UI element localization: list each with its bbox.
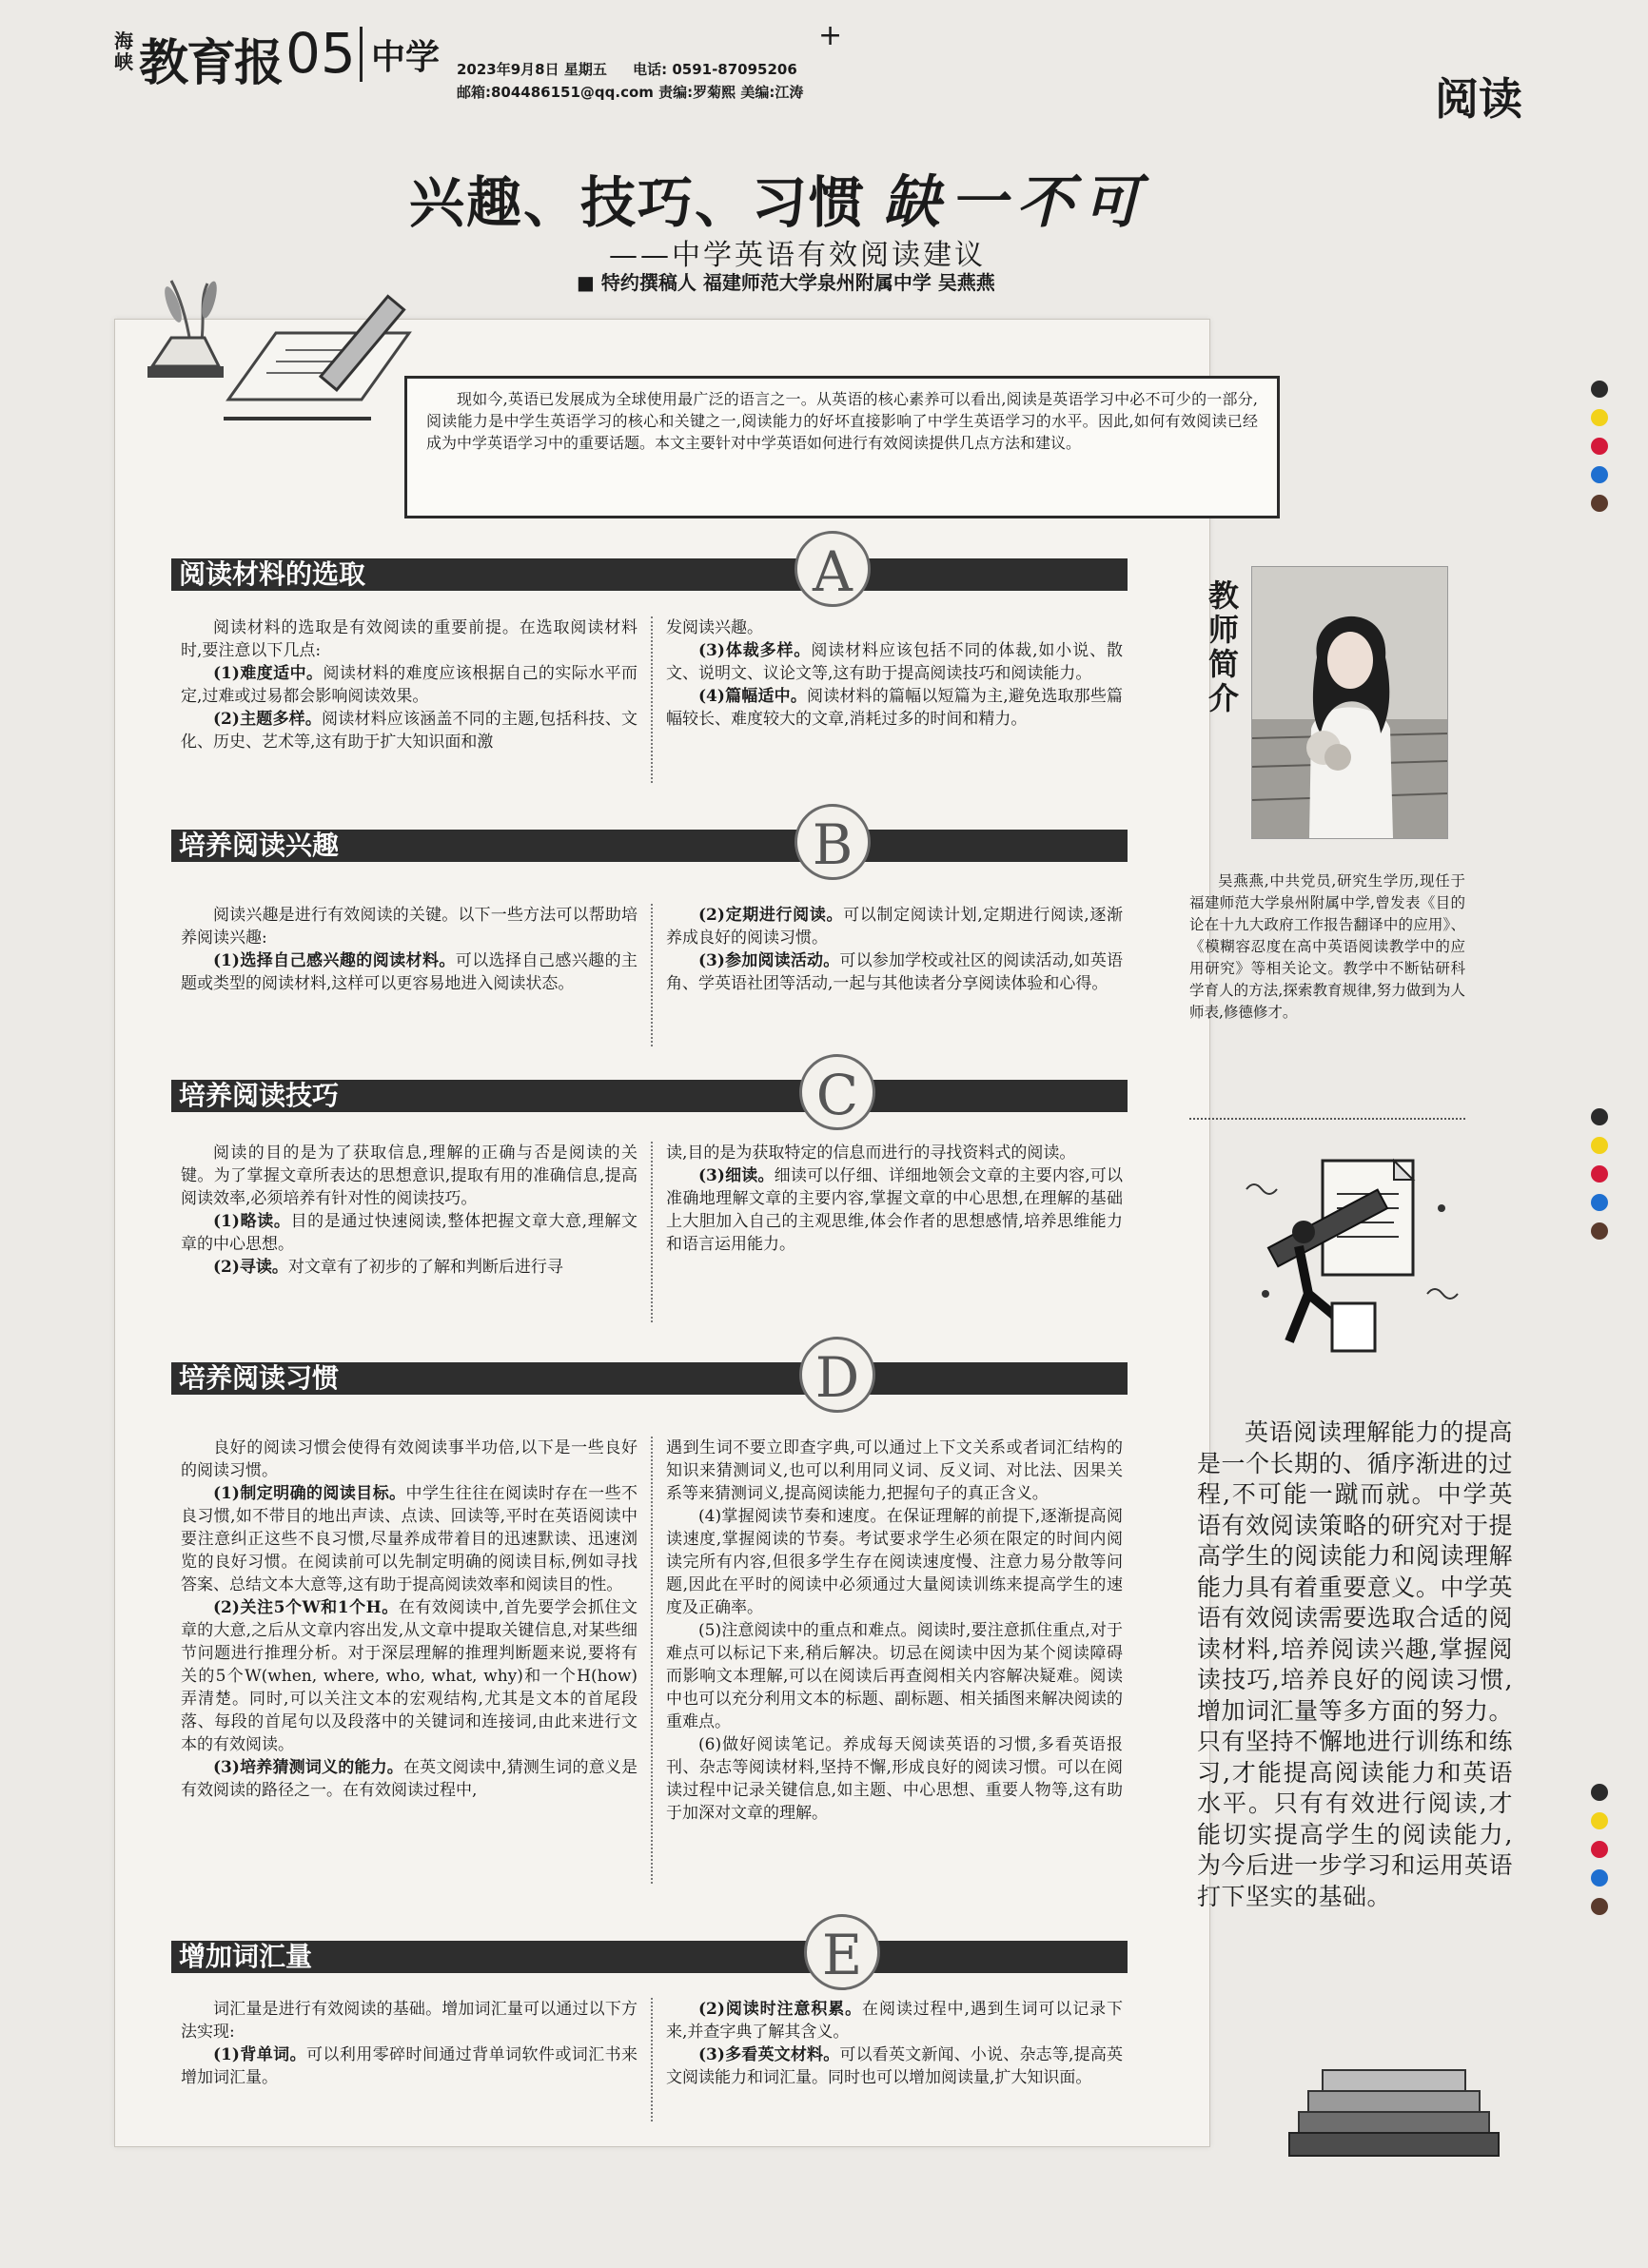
paragraph-text: 在英文阅读中,猜测生词的意义是有效阅读的路径之一。在有效阅读过程中, [181,1758,638,1800]
edition-label: 中学 [371,38,441,77]
paragraph [181,904,638,949]
crosshair-mark-icon: + [818,19,843,52]
paragraph-lead: (2)关注5个W和1个H。 [213,1598,399,1617]
paragraph-lead: (2)寻读。 [213,1258,288,1277]
paragraph-text: 发阅读兴趣。 [666,618,763,637]
paragraph-lead: (1)制定明确的阅读目标。 [213,1484,406,1503]
section-right-column [666,1998,1123,2089]
section-right-column [666,616,1123,731]
paragraph-text: 可以选择自己感兴趣的主题或类型的阅读材料,这样可以更容易地进入阅读状态。 [181,951,638,993]
registration-dot [1591,1784,1608,1801]
paragraph-lead: (3)多看英文材料。 [698,2045,840,2064]
column-divider [651,1998,653,2121]
sidebar-divider-top [1189,1118,1465,1120]
registration-dot [1591,1222,1608,1240]
paragraph-lead: (1)背单词。 [213,2045,307,2064]
paragraph [666,616,1123,639]
section-heading-b: 培养阅读兴趣 [171,830,1128,862]
paragraph-lead: (3)细读。 [698,1166,775,1185]
conclusion-text: 英语阅读理解能力的提高是一个长期的、循序渐进的过程,不可能一蹴而就。中学英语有效阅读策略的研究对于提高学生的阅读能力和阅读理解能力具有着重要意义。中学英语有效阅读需要选取合适的阅读材料,培养阅读兴趣,掌握阅读技巧,培养良好的阅读习惯,增加词汇量等多方面的努力。只有坚持不懈地进行训练和练习,才能提高阅读能力和英语水平。只有有效进行阅读,才能切实提高学生的阅读能力,为今后进一步学习和运用英语打下坚实的基础。 [1197,1418,1513,1910]
paragraph-text: 阅读材料的选取是有效阅读的重要前提。在选取阅读材料时,要注意以下几点: [181,618,638,660]
registration-dot [1591,409,1608,426]
paragraph-lead: (2)定期进行阅读。 [698,906,844,925]
paragraph-lead: (1)选择自己感兴趣的阅读材料。 [213,951,456,970]
paragraph [181,662,638,708]
column-divider [651,1437,653,1884]
paragraph-text: 可以看英文新闻、小说、杂志等,提高英文阅读能力和词汇量。同时也可以增加阅读量,扩大知识面。 [666,2045,1124,2087]
paragraph-lead: (1)略读。 [213,1212,291,1231]
paragraph [181,616,638,662]
section-letter-badge: A [795,531,871,607]
registration-dot [1591,1137,1608,1154]
section-letter-badge: E [804,1914,880,1990]
paragraph [666,1142,1123,1164]
paragraph-text: 遇到生词不要立即查字典,可以通过上下文关系或者词汇结构的知识来猜测词义,也可以利用同义词、反义词、对比法、因果关系等来猜测词义,提高阅读能力,把握句子的真正含义。 [666,1438,1123,1503]
paragraph [181,1437,638,1482]
paragraph [181,1256,638,1279]
paragraph-text: 细读可以仔细、详细地领会文章的主要内容,可以准确地理解文章的主要内容,掌握文章的中心思想,在理解的基础上大胆加入自己的主观思维,体会作者的思想感情,培养思维能力和语言运用能力。 [666,1166,1123,1254]
column-divider [651,904,653,1046]
paragraph [181,1210,638,1256]
title-part-2: 缺一不可 [883,169,1150,236]
section-right-column [666,904,1123,995]
section-right-column [666,1437,1123,1825]
column-divider [651,1142,653,1322]
title-part-1: 兴趣、技巧、习惯 [409,170,867,235]
paragraph-text: 在有效阅读中,首先要学会抓住文章的大意,之后从文章内容出发,从文章中提取关键信息,对某些细节问题进行推理分析。对于深层理解的推理判断题来说,要将有关的5个W(when, where, who, what, why)和一个H(how)弄清楚。同时,可以关注文本的宏观结构,尤其是文本的首尾段落、每段的首尾句以及段落中的关键词和连接词,由此来进行文本的有效阅读。 [181,1598,638,1754]
paragraph [666,1733,1123,1825]
section-letter-badge: D [799,1337,875,1413]
section-left-column [181,616,638,753]
paragraph-lead: (2)阅读时注意积累。 [698,2000,863,2019]
registration-dot [1591,1841,1608,1858]
teacher-intro-label: 教师简介 [1208,577,1240,716]
paragraph-lead: (1)难度适中。 [213,664,324,683]
paragraph [181,1142,638,1210]
paragraph-text: 对文章有了初步的了解和判断后进行寻 [287,1258,563,1277]
paragraph-text: (6)做好阅读笔记。养成每天阅读英语的习惯,多看英语报刊、杂志等阅读材料,坚持不懈,形成良好的阅读习惯。可以在阅读过程中记录关键信息,如主题、中心思想、重要人物等,这有助于加深对文章的理解。 [666,1735,1123,1823]
paragraph-lead: (3)培养猜测词义的能力。 [213,1758,403,1777]
paragraph-text: 在阅读过程中,遇到生词可以记录下来,并查字典了解其含义。 [666,2000,1123,2042]
paper-name: 教育报 [139,35,283,92]
teacher-photo [1251,566,1448,839]
section-left-column [181,904,638,995]
paragraph [181,1596,638,1756]
paragraph [666,1505,1123,1619]
paragraph-text: 阅读材料的篇幅以短篇为主,避免选取那些篇幅较长、难度较大的文章,消耗过多的时间和精力。 [666,687,1124,729]
section-right-column [666,1142,1123,1256]
paragraph [666,1437,1123,1505]
section-left-column [181,1437,638,1802]
paragraph-lead: (2)主题多样。 [213,710,323,729]
paragraph-text: 可以参加学校或社区的阅读活动,如英语角、学英语社团等活动,一起与其他读者分享阅读体验和心得。 [666,951,1124,993]
registration-dot [1591,495,1608,512]
paragraph [666,639,1123,685]
paragraph [181,1756,638,1802]
intro-box: 现如今,英语已发展成为全球使用最广泛的语言之一。从英语的核心素养可以看出,阅读是英语学习中必不可少的一部分,阅读能力是中学生英语学习的核心和关键之一,阅读能力的好坏直接影响了中学生英语学习的水平。因此,如何有效阅读已经成为中学英语学习中的重要话题。本文主要针对中学英语如何进行有效阅读提供几点方法和建议。 [404,376,1280,518]
paragraph [666,1164,1123,1256]
registration-dot [1591,1165,1608,1183]
paragraph [181,708,638,753]
page-number: 05 [285,21,356,86]
article-subtitle: ——中学英语有效阅读建议 [609,239,986,272]
paragraph [666,1998,1123,2043]
paragraph-lead: (3)参加阅读活动。 [698,951,840,970]
paragraph-lead: (4)篇幅适中。 [698,687,808,706]
paragraph [181,1482,638,1596]
section-title: 阅读 [1435,73,1522,125]
section-left-column [181,1142,638,1279]
registration-dot [1591,1812,1608,1829]
paragraph-text: 词汇量是进行有效阅读的基础。增加词汇量可以通过以下方法实现: [181,2000,638,2042]
climber-pencil-illustration-icon [1237,1151,1465,1360]
masthead-separator [360,27,363,82]
paragraph [181,2043,638,2089]
paragraph-text: (4)掌握阅读节奏和速度。在保证理解的前提下,逐渐提高阅读速度,掌握阅读的节奏。考试要求学生必须在限定的时间内阅读完所有内容,但很多学生存在阅读速度慢、注意力易分散等问题,因此在平时的阅读中必须通过大量阅读训练来提高学生的速度及正确率。 [666,1507,1123,1617]
registration-dot [1591,1869,1608,1887]
registration-dot [1591,1898,1608,1915]
email-line: 邮箱:804486151@qq.com 责编:罗菊熙 美编:江涛 [457,84,804,101]
paragraph-lead: (3)体裁多样。 [698,641,812,660]
paragraph-text: 阅读材料的难度应该根据自己的实际水平而定,过难或过易都会影响阅读效果。 [181,664,638,706]
registration-dot [1591,466,1608,483]
teacher-bio: 吴燕燕,中共党员,研究生学历,现任于福建师范大学泉州附属中学,曾发表《目的论在十九大政府工作报告翻译中的应用》、《模糊容忍度在高中英语阅读教学中的应用研究》等相关论文。教学中不断钻研科学育人的方法,探索教育规律,努力做到为人师表,修德修才。 [1189,872,1465,1021]
paragraph-text: 阅读材料应该涵盖不同的主题,包括科技、文化、历史、艺术等,这有助于扩大知识面和激 [181,710,638,752]
section-letter-badge: C [799,1054,875,1130]
paragraph [181,1998,638,2043]
registration-dot [1591,1108,1608,1125]
paragraph-text: 读,目的是为获取特定的信息而进行的寻找资料式的阅读。 [666,1144,1076,1163]
paragraph-text: 阅读的目的是为了获取信息,理解的正确与否是阅读的关键。为了掌握文章所表达的思想意识,提取有用的准确信息,提高阅读效率,必须培养有针对性的阅读技巧。 [181,1144,638,1208]
article-byline: ■ 特约撰稿人 福建师范大学泉州附属中学 吴燕燕 [577,271,995,294]
paragraph [666,1619,1123,1733]
section-heading-a: 阅读材料的选取 [171,558,1128,591]
paragraph-text: 良好的阅读习惯会使得有效阅读事半功倍,以下是一些良好的阅读习惯。 [181,1438,638,1480]
paragraph [666,949,1123,995]
article-title-block [409,157,1265,300]
section-letter-badge: B [795,804,871,880]
section-heading-e: 增加词汇量 [171,1941,1128,1973]
section-left-column [181,1998,638,2089]
registration-dot [1591,1194,1608,1211]
paragraph [666,685,1123,731]
registration-dot [1591,381,1608,398]
phone-text: 电话: 0591-87095206 [633,61,797,78]
paragraph [666,904,1123,949]
section-heading-d: 培养阅读习惯 [171,1362,1128,1395]
region-label: 海峡 [114,29,133,73]
paragraph-text: 可以利用零碎时间通过背单词软件或词汇书来增加词汇量。 [181,2045,638,2087]
paragraph [666,2043,1123,2089]
column-divider [651,616,653,783]
paragraph-text: (5)注意阅读中的重点和难点。阅读时,要注意抓住重点,对于难点可以标记下来,稍后解决。切忌在阅读中因为某个阅读障碍而影响文本理解,可以在阅读后再查阅相关内容解决疑难。阅读中也可以充分利用文本的标题、副标题、相关插图来解决阅读的重难点。 [666,1621,1123,1731]
paragraph-text: 阅读材料应该包括不同的体裁,如小说、散文、说明文、议论文等,这有助于提高阅读技巧和阅读能力。 [666,641,1124,683]
paragraph-text: 中学生往往在阅读时存在一些不良习惯,如不带目的地出声读、点读、回读等,平时在英语阅读中要注意纠正这些不良习惯,尽量养成带着目的迅速默读、迅速浏览的良好习惯。在阅读前可以先制定明确的阅读目标,例如寻找答案、总结文本大意等,这有助于提高阅读效率和阅读目的性。 [181,1484,638,1594]
section-heading-c: 培养阅读技巧 [171,1080,1128,1112]
paragraph-text: 目的是通过快速阅读,整体把握文章大意,理解文章的中心思想。 [181,1212,638,1254]
paragraph-text: 可以制定阅读计划,定期进行阅读,逐渐养成良好的阅读习惯。 [666,906,1123,948]
date-line [457,59,797,79]
registration-dot [1591,438,1608,455]
books-stack-illustration-icon [1280,2055,1508,2169]
pen-paper-illustration-icon [133,276,419,438]
paragraph [181,949,638,995]
paragraph-text: 阅读兴趣是进行有效阅读的关键。以下一些方法可以帮助培养阅读兴趣: [181,906,638,948]
date-text: 2023年9月8日 星期五 [457,61,607,78]
